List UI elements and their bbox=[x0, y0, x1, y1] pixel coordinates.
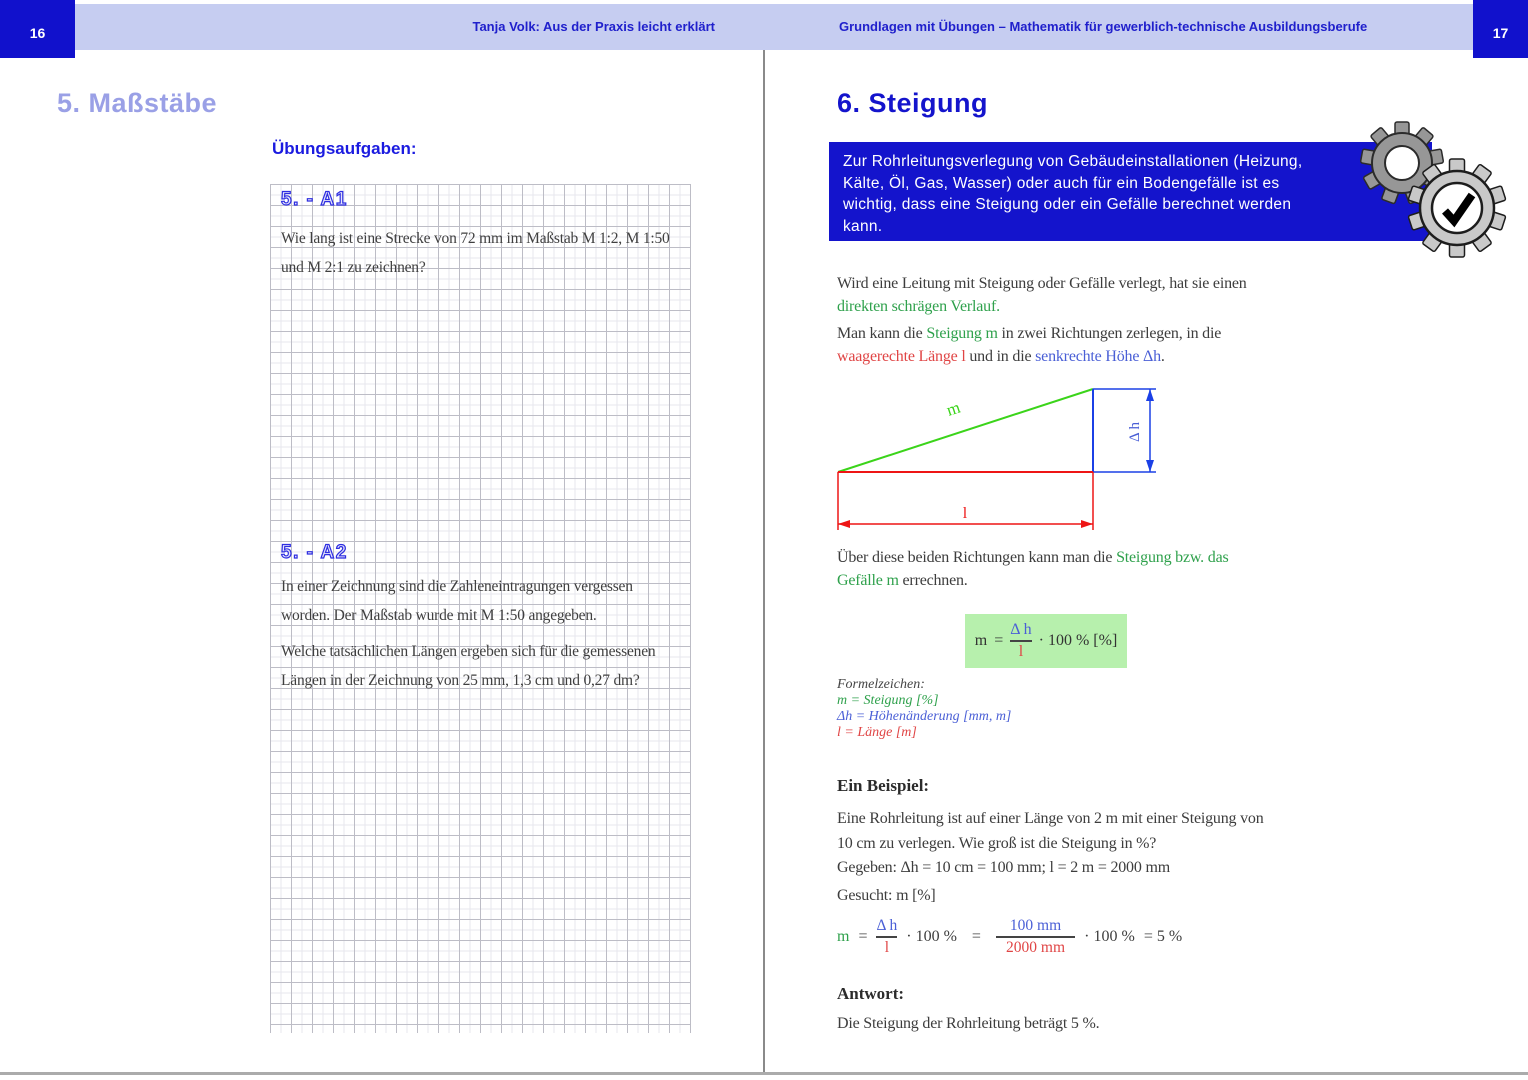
text-segment: . bbox=[1160, 348, 1165, 365]
formula-lhs: m bbox=[974, 632, 988, 649]
gears-check-icon bbox=[1355, 118, 1513, 260]
text-segment-green: Steigung bzw. das bbox=[1116, 549, 1229, 566]
large-gear-check-icon bbox=[1408, 159, 1506, 257]
text-line bbox=[837, 569, 1229, 592]
paragraph-slope-intro bbox=[837, 272, 1247, 318]
text-line bbox=[837, 322, 1221, 345]
header-title-left: Tanja Volk: Aus der Praxis leicht erklärt bbox=[472, 19, 715, 34]
page-gutter-divider bbox=[763, 50, 765, 1075]
calc-fraction-numeric bbox=[996, 917, 1075, 956]
text-segment: Wird eine Leitung mit Steigung oder Gefälle verlegt, hat sie einen bbox=[837, 275, 1247, 292]
text-segment-green: Steigung m bbox=[926, 325, 998, 342]
text-line: Eine Rohrleitung ist auf einer Länge von 2 m mit einer Steigung von bbox=[837, 810, 1264, 827]
symbol-dh: Δh = Höhenänderung [mm, m] bbox=[837, 709, 1012, 724]
slope-line-m bbox=[838, 389, 1093, 472]
intro-line: Kälte, Öl, Gas, Wasser) oder auch für ein Bodengefälle ist es bbox=[843, 174, 1280, 192]
formula-fraction bbox=[1010, 621, 1031, 661]
fraction-denominator: l bbox=[1018, 642, 1024, 660]
intro-highlight-box bbox=[829, 142, 1432, 241]
slope-formula-box bbox=[965, 614, 1127, 668]
exercise-a1-line: Wie lang ist eine Strecke von 72 mm im Maßstab M 1:2, M 1:50 bbox=[281, 230, 670, 247]
calc-equals: = bbox=[858, 928, 868, 945]
fraction-bar bbox=[1010, 640, 1031, 642]
text-segment-blue: senkrechte Höhe Δh bbox=[1035, 348, 1161, 365]
symbol-legend-title: Formelzeichen: bbox=[837, 677, 925, 692]
diagram-label-m: m bbox=[944, 397, 963, 420]
header-bar-left bbox=[75, 4, 764, 50]
fraction-bar bbox=[996, 936, 1075, 938]
text-segment: errechnen. bbox=[898, 572, 968, 589]
text-line: 10 cm zu verlegen. Wie groß ist die Steigung in %? bbox=[837, 835, 1157, 852]
formula-rhs: · 100 % [%] bbox=[1038, 632, 1118, 649]
chapter-heading-massstaebe: 5. Maßstäbe bbox=[57, 88, 218, 118]
text-segment-green: Gefälle m bbox=[837, 572, 899, 589]
exercise-a1-label: 5. - A1 bbox=[281, 189, 348, 210]
calc-mult: · 100 % bbox=[1084, 928, 1135, 945]
text-segment-green: direkten schrägen Verlauf. bbox=[837, 298, 1000, 315]
arrowhead-down bbox=[1146, 460, 1154, 472]
example-heading: Ein Beispiel: bbox=[837, 776, 930, 795]
fraction-bar bbox=[876, 936, 897, 938]
exercise-a2-paragraph-2 bbox=[281, 637, 655, 695]
calc-fraction-symbolic bbox=[876, 917, 897, 956]
fraction-denominator: l bbox=[884, 938, 890, 956]
calc-m: m bbox=[837, 928, 850, 945]
slope-diagram bbox=[830, 380, 1170, 538]
text-line bbox=[837, 345, 1221, 368]
arrowhead-right bbox=[1081, 520, 1093, 528]
paragraph-formula-intro bbox=[837, 546, 1229, 592]
exercise-a2-paragraph-1 bbox=[281, 572, 633, 630]
bottom-rule bbox=[0, 1072, 1528, 1075]
diagram-label-l: l bbox=[962, 505, 968, 522]
text-line bbox=[837, 546, 1229, 569]
example-given: Gegeben: Δh = 10 cm = 100 mm; l = 2 m = 2000 mm bbox=[837, 859, 1170, 876]
fraction-denominator: 2000 mm bbox=[1006, 938, 1066, 956]
arrowhead-up bbox=[1146, 389, 1154, 401]
fraction-numerator: 100 mm bbox=[1009, 917, 1062, 935]
calculation-row bbox=[837, 908, 1182, 966]
fraction-numerator: Δ h bbox=[876, 917, 898, 935]
exercises-subheading: Übungsaufgaben: bbox=[272, 139, 417, 158]
exercise-a1-text bbox=[281, 224, 670, 282]
exercise-a2-line: In einer Zeichnung sind die Zahleneintragungen vergessen bbox=[281, 578, 633, 595]
calc-result: = 5 % bbox=[1143, 928, 1183, 945]
text-segment: in zwei Richtungen zerlegen, in die bbox=[997, 325, 1222, 342]
fraction-numerator: Δ h bbox=[1010, 620, 1032, 638]
answer-heading: Antwort: bbox=[837, 984, 905, 1003]
intro-line: kann. bbox=[843, 217, 883, 235]
exercise-a2-line: Längen in der Zeichnung von 25 mm, 1,3 cm und 0,27 dm? bbox=[281, 672, 640, 689]
text-line bbox=[837, 272, 1247, 295]
text-segment: und in die bbox=[965, 348, 1036, 365]
text-segment: Über diese beiden Richtungen kann man die bbox=[837, 549, 1117, 566]
symbol-l: l = Länge [m] bbox=[837, 725, 917, 740]
header-title-right: Grundlagen mit Übungen – Mathematik für gewerblich-technische Ausbildungsberufe bbox=[839, 19, 1368, 34]
grid-paper bbox=[270, 184, 691, 1033]
exercise-a2-line: Welche tatsächlichen Längen ergeben sich für die gemessenen bbox=[281, 643, 656, 660]
diagram-label-dh: Δ h bbox=[1127, 421, 1143, 443]
text-line bbox=[837, 295, 1247, 318]
calc-mult: · 100 % bbox=[906, 928, 957, 945]
header-bar-right bbox=[764, 4, 1473, 50]
exercise-a1-line: und M 2:1 zu zeichnen? bbox=[281, 259, 426, 276]
symbol-legend bbox=[837, 677, 1011, 741]
page-number-left: 16 bbox=[0, 0, 75, 58]
exercise-a2-label: 5. - A2 bbox=[281, 542, 348, 563]
formula-equals: = bbox=[994, 632, 1004, 649]
chapter-heading-steigung: 6. Steigung bbox=[837, 88, 989, 118]
symbol-m: m = Steigung [%] bbox=[837, 693, 939, 708]
answer-text: Die Steigung der Rohrleitung beträgt 5 %. bbox=[837, 1015, 1100, 1032]
exercise-a2-line: worden. Der Maßstab wurde mit M 1:50 angegeben. bbox=[281, 607, 597, 624]
intro-line: wichtig, dass eine Steigung oder ein Gefälle berechnet werden bbox=[843, 196, 1292, 213]
example-sought: Gesucht: m [%] bbox=[837, 887, 936, 904]
text-segment: Man kann die bbox=[837, 325, 927, 342]
arrowhead-left bbox=[838, 520, 850, 528]
intro-line: Zur Rohrleitungsverlegung von Gebäudeinstallationen (Heizung, bbox=[843, 153, 1303, 170]
text-segment-red: waagerechte Länge l bbox=[837, 348, 966, 365]
paragraph-slope-directions bbox=[837, 322, 1221, 368]
example-text bbox=[837, 806, 1264, 856]
calc-equals: = bbox=[971, 928, 981, 945]
page-number-right: 17 bbox=[1473, 0, 1528, 58]
